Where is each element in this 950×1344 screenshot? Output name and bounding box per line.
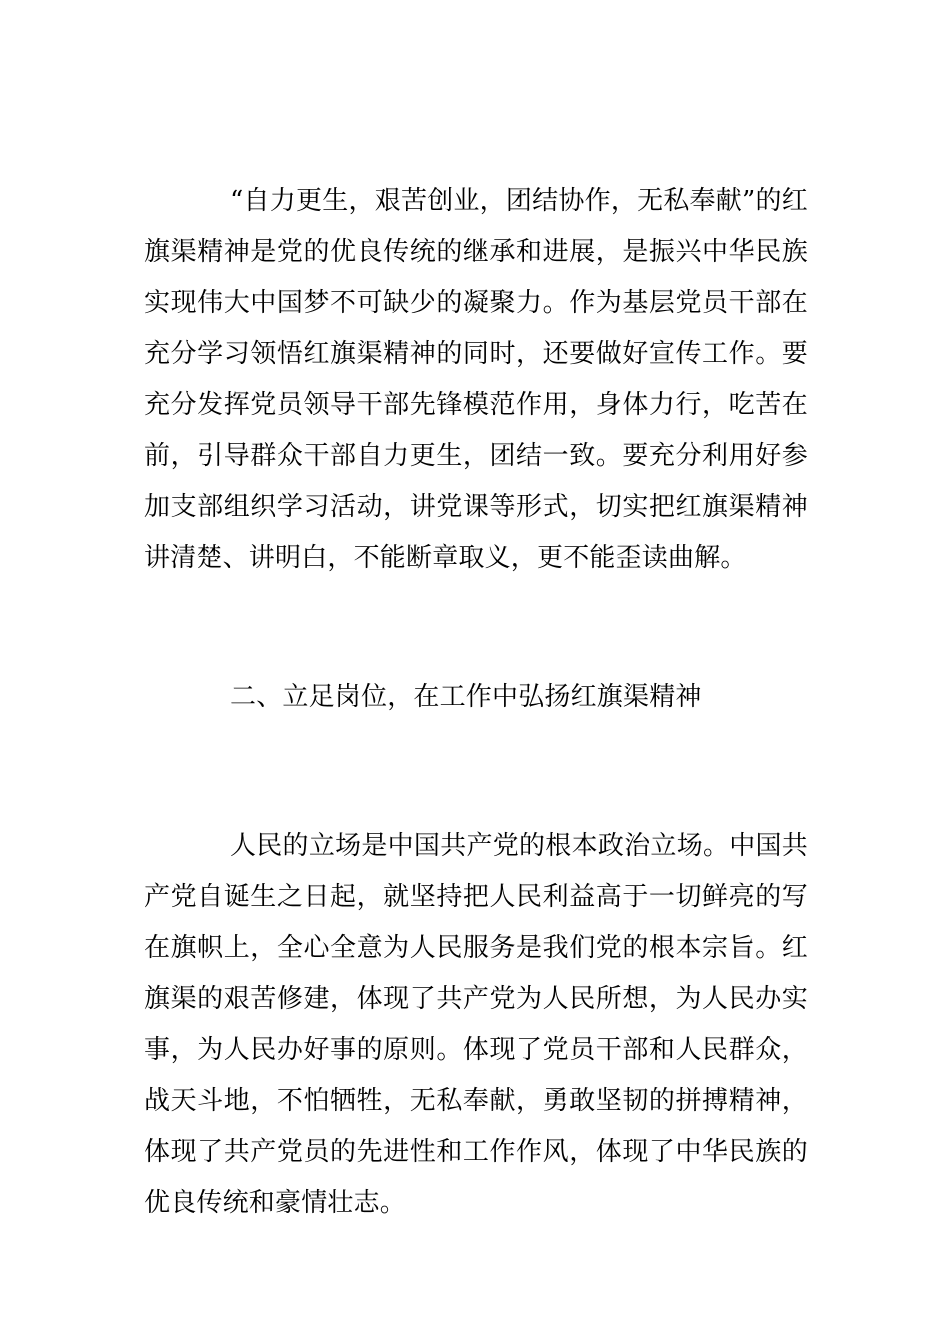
body-paragraph-1: “自力更生，艰苦创业，团结协作，无私奉献”的红旗渠精神是党的优良传统的继承和进展，是振兴中华民族实现伟大中国梦不可缺少的凝聚力。作为基层党员干部在充分学习领悟红旗渠精神的同时，还要做好宣传工作。要充分发挥党员领导干部先锋模范作用，身体力行，吃苦在前，引导群众干部自力更生，团结一致。要充分利用好参加支部组织学习活动，讲党课等形式，切实把红旗渠精神讲清楚、讲明白，不能断章取义，更不能歪读曲解。 xyxy=(144,186,808,573)
body-paragraph-2: 人民的立场是中国共产党的根本政治立场。中国共产党自诞生之日起，就坚持把人民利益高于一切鲜亮的写在旗帜上，全心全意为人民服务是我们党的根本宗旨。红旗渠的艰苦修建，体现了共产党为人民所想，为人民办实事，为人民办好事的原则。体现了党员干部和人民群众，战天斗地，不怕牺牲，无私奉献，勇敢坚韧的拼搏精神，体现了共产党员的先进性和工作作风，体现了中华民族的优良传统和豪情壮志。 xyxy=(144,831,808,1218)
section-heading: 二、立足岗位，在工作中弘扬红旗渠精神 xyxy=(230,682,702,712)
